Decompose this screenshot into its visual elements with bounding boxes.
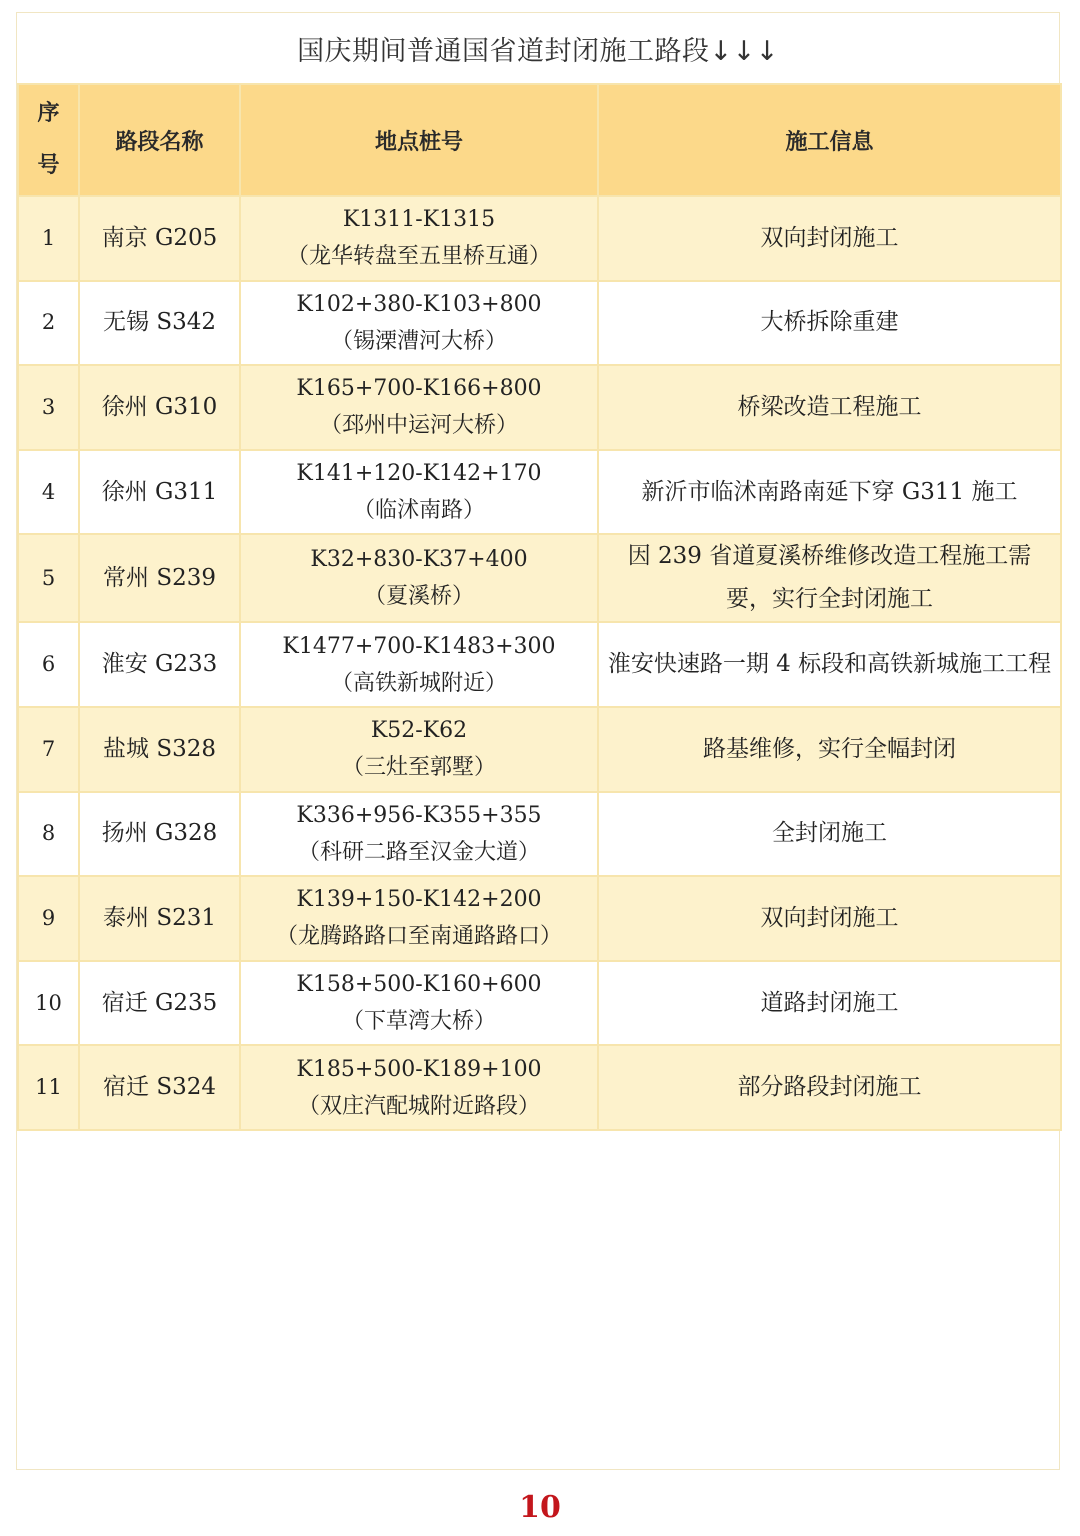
place-name: （龙腾路路口至南通路路口）: [275, 924, 562, 950]
row-number: 2: [18, 281, 79, 366]
stake-number: K1477+700-K1483+300: [282, 633, 556, 659]
table-row: [18, 792, 1061, 877]
location-cell: [240, 450, 598, 535]
road-name: 盐城 S328: [79, 707, 240, 792]
location-cell: [240, 961, 598, 1046]
page-number: 10: [519, 1490, 561, 1525]
location-cell: [240, 707, 598, 792]
place-name: （下草湾大桥）: [341, 1009, 496, 1035]
construction-info: 双向封闭施工: [598, 196, 1061, 281]
table-body: [18, 196, 1061, 1130]
place-name: （锡溧漕河大桥）: [330, 328, 507, 354]
place-name: （临沭南路）: [352, 498, 485, 524]
header-location: 地点桩号: [240, 84, 598, 196]
table-row: [18, 196, 1061, 281]
row-number: 4: [18, 450, 79, 535]
header-index-line1: 序: [37, 101, 60, 126]
road-name: 无锡 S342: [79, 281, 240, 366]
table-header-row: [18, 84, 1061, 196]
construction-info: 因 239 省道夏溪桥维修改造工程施工需要，实行全封闭施工: [598, 534, 1061, 622]
row-number: 11: [18, 1045, 79, 1130]
row-number: 8: [18, 792, 79, 877]
table-row: [18, 365, 1061, 450]
stake-number: K52-K62: [370, 718, 468, 744]
row-number: 1: [18, 196, 79, 281]
header-road: 路段名称: [79, 84, 240, 196]
construction-info: 桥梁改造工程施工: [598, 365, 1061, 450]
construction-info: 双向封闭施工: [598, 876, 1061, 961]
road-name: 徐州 G310: [79, 365, 240, 450]
document-frame: [16, 12, 1060, 1470]
row-number: 5: [18, 534, 79, 622]
construction-info: 全封闭施工: [598, 792, 1061, 877]
table-row: [18, 450, 1061, 535]
construction-info: 淮安快速路一期 4 标段和高铁新城施工工程: [598, 622, 1061, 707]
row-number: 9: [18, 876, 79, 961]
place-name: （邳州中运河大桥）: [319, 413, 518, 439]
location-cell: [240, 792, 598, 877]
road-name: 宿迁 G235: [79, 961, 240, 1046]
road-name: 常州 S239: [79, 534, 240, 622]
row-number: 10: [18, 961, 79, 1046]
table-row: [18, 534, 1061, 622]
location-cell: [240, 196, 598, 281]
stake-number: K158+500-K160+600: [296, 972, 542, 998]
stake-number: K141+120-K142+170: [296, 461, 542, 487]
place-name: （三灶至郭墅）: [341, 755, 496, 781]
table-row: [18, 707, 1061, 792]
header-index-line2: 号: [37, 153, 60, 178]
stake-number: K139+150-K142+200: [296, 887, 542, 913]
location-cell: [240, 622, 598, 707]
header-index: [18, 84, 79, 196]
row-number: 3: [18, 365, 79, 450]
road-name: 南京 G205: [79, 196, 240, 281]
construction-info: 新沂市临沭南路南延下穿 G311 施工: [598, 450, 1061, 535]
place-name: （双庄汽配城附近路段）: [297, 1093, 540, 1119]
header-info: 施工信息: [598, 84, 1061, 196]
road-name: 宿迁 S324: [79, 1045, 240, 1130]
location-cell: [240, 1045, 598, 1130]
location-cell: [240, 876, 598, 961]
stake-number: K1311-K1315: [342, 207, 496, 233]
location-cell: [240, 534, 598, 622]
stake-number: K102+380-K103+800: [296, 291, 542, 317]
place-name: （龙华转盘至五里桥互通）: [286, 244, 551, 270]
construction-info: 路基维修，实行全幅封闭: [598, 707, 1061, 792]
location-cell: [240, 365, 598, 450]
place-name: （夏溪桥）: [363, 584, 474, 610]
stake-number: K165+700-K166+800: [296, 376, 542, 402]
stake-number: K336+956-K355+355: [296, 802, 542, 828]
place-name: （科研二路至汉金大道）: [297, 839, 540, 865]
construction-info: 部分路段封闭施工: [598, 1045, 1061, 1130]
table-row: [18, 961, 1061, 1046]
road-name: 淮安 G233: [79, 622, 240, 707]
road-name: 泰州 S231: [79, 876, 240, 961]
table-row: [18, 281, 1061, 366]
place-name: （高铁新城附近）: [330, 670, 507, 696]
table-row: [18, 622, 1061, 707]
page-title: 国庆期间普通国省道封闭施工路段↓↓↓: [297, 35, 779, 67]
road-name: 扬州 G328: [79, 792, 240, 877]
row-number: 6: [18, 622, 79, 707]
row-number: 7: [18, 707, 79, 792]
road-name: 徐州 G311: [79, 450, 240, 535]
table-row: [18, 876, 1061, 961]
stake-number: K32+830-K37+400: [310, 547, 528, 573]
stake-number: K185+500-K189+100: [296, 1056, 542, 1082]
construction-info: 道路封闭施工: [598, 961, 1061, 1046]
table-row: [18, 1045, 1061, 1130]
location-cell: [240, 281, 598, 366]
construction-info: 大桥拆除重建: [598, 281, 1061, 366]
closure-table: [17, 83, 1062, 1131]
